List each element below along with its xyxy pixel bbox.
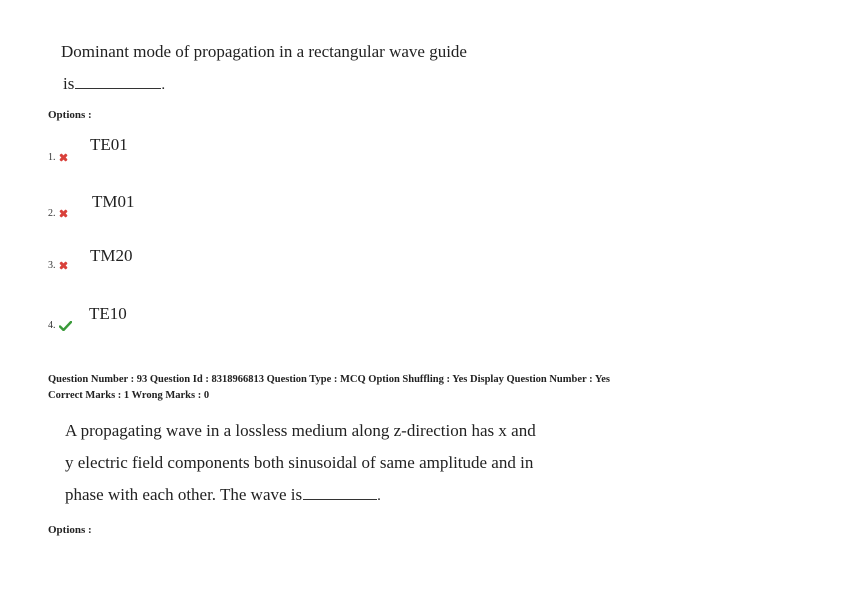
option-3-number (48, 260, 68, 271)
question-1-line-1: Dominant mode of propagation in a rectangular wave guide (61, 42, 467, 61)
option-1-text: TE01 (90, 135, 128, 154)
option-4-number (48, 320, 72, 331)
option-2-number (48, 208, 68, 219)
option-3-label: 3. (48, 260, 56, 271)
option-3-text: TM20 (90, 246, 133, 265)
options-label: Options : (48, 524, 92, 536)
options-label: Options : (48, 109, 92, 121)
question-1-line-2 (63, 74, 165, 94)
question-2-line-3 (65, 485, 381, 505)
question-2-line-3-suffix: . (377, 488, 381, 504)
option-4-text: TE10 (89, 304, 127, 323)
option-2-text: TM01 (92, 192, 135, 211)
question-2-meta-line-2: Correct Marks : 1 Wrong Marks : 0 (48, 390, 210, 401)
option-1-number (48, 152, 68, 163)
option-1-label: 1. (48, 152, 56, 163)
question-1-line-2-prefix: is (63, 74, 75, 93)
wrong-mark-icon (59, 261, 68, 270)
answer-blank (303, 485, 377, 500)
question-2-meta-line-1: Question Number : 93 Question Id : 8318966813 Question Type : MCQ Option Shuffling : Yes Display Question Number : Yes (48, 374, 611, 385)
option-2-label: 2. (48, 208, 56, 219)
question-2-line-1: A propagating wave in a lossless medium along z-direction has x and (65, 421, 536, 440)
question-1-line-2-suffix: . (161, 77, 166, 93)
answer-blank (75, 74, 161, 89)
option-4-label: 4. (48, 320, 56, 331)
question-2-line-2: y electric field components both sinusoidal of same amplitude and in (65, 453, 534, 472)
correct-check-icon (59, 321, 72, 331)
wrong-mark-icon (59, 153, 68, 162)
wrong-mark-icon (59, 209, 68, 218)
question-2-line-3-prefix: phase with each other. The wave is (65, 485, 303, 504)
